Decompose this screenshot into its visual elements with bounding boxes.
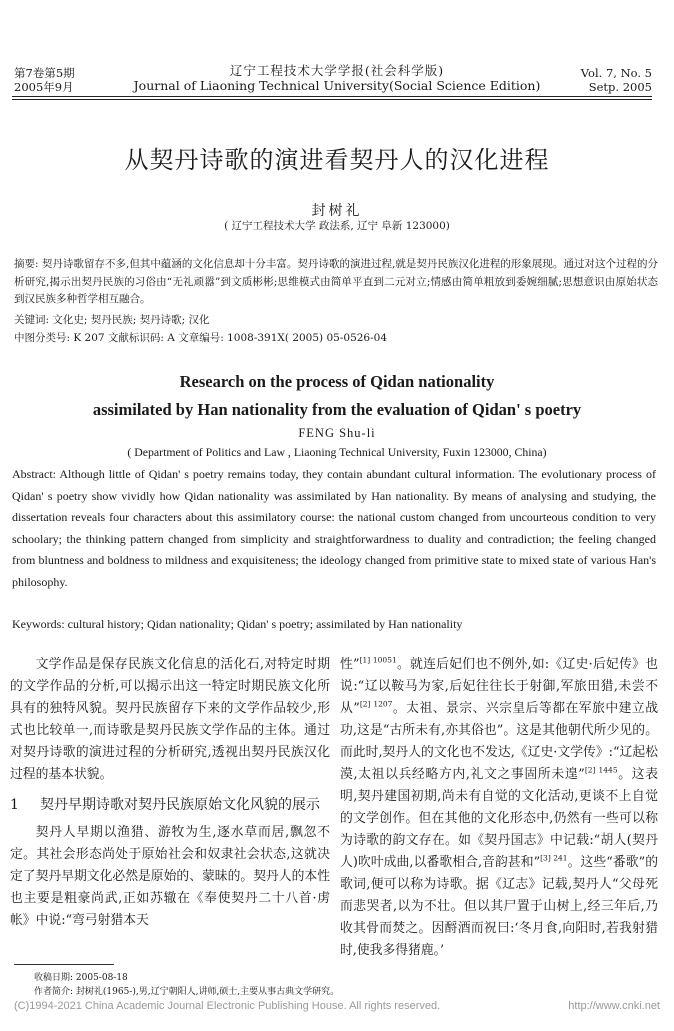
affiliation-zh: ( 辽宁工程技术大学 政法系, 辽宁 阜新 123000) xyxy=(224,220,450,232)
citation-ref: [2] 1445 xyxy=(584,765,618,775)
footnote-author-bio: 作者简介: 封树礼(1965-),男,辽宁朝阳人,讲师,硕士,主要从事古典文学研究。 xyxy=(34,987,340,997)
volume-en: Vol. 7, No. 5 xyxy=(580,66,652,80)
copyright-watermark: (C)1994-2021 China Academic Journal Electronic Publishing House. All rights reserved. xyxy=(14,1000,441,1012)
issue-zh: 第7卷第5期 xyxy=(14,66,75,80)
body-text: 。太祖、景宗、兴宗皇后等都在军旅中建立战功,这是“古所未有,亦其俗也”。这是其他朝代所少见的。而此时,契丹人的文化也不发达,《辽史·文学传》:“辽起松漠,太祖以兵经略方内,礼文之事固所未遑” xyxy=(340,701,658,782)
section-number: 1 xyxy=(10,797,19,813)
abstract-en xyxy=(12,464,656,593)
keywords-zh-label: 关键词: xyxy=(14,314,50,326)
cnki-url-watermark: http://www.cnki.net xyxy=(568,1000,660,1012)
body-left-column xyxy=(10,654,330,932)
author-zh: 封树礼 xyxy=(311,203,363,219)
journal-title-zh: 辽宁工程技术大学学报(社会科学版) xyxy=(229,63,445,78)
abstract-zh-text: 契丹诗歌留存不多,但其中蕴涵的文化信息却十分丰富。契丹诗歌的演进过程,就是契丹民族汉化进程的形象展现。通过对这个过程的分析研究,揭示出契丹民族的习俗由“无礼顽嚣”到文质彬彬;思维模式由简单平直到二元对立;情感由简单粗放到委婉细腻;思想意识由原始状态到汉民族多种哲学相互融合。 xyxy=(14,258,658,305)
keywords-en xyxy=(12,614,656,636)
body-text: 性” xyxy=(340,657,360,672)
body-text: 。就连后妃们也不例外,如:《辽史·后妃传》也说:“辽以鞍马为家,后妃往往长于射御,军旅田猎,未尝不从” xyxy=(340,657,658,716)
body-right-column xyxy=(340,654,658,962)
author-en: FENG Shu-li xyxy=(298,426,376,440)
body-text: 。这表明,契丹建国初期,尚未有自觉的文化活动,更谈不上自觉的文学创作。但在其他的文化形态中,仍然有一些可以称为诗歌的韵文存在。如《契丹国志》中记载:“胡人(契丹人)吹叶成曲,以番歌相合,音韵甚和” xyxy=(340,767,658,870)
affiliation-en: ( Department of Politics and Law , Liaoning Technical University, Fuxin 123000, China) xyxy=(127,445,547,459)
date-zh: 2005年9月 xyxy=(14,80,74,94)
keywords-zh xyxy=(14,312,658,330)
keywords-zh-text: 文化史; 契丹民族; 契丹诗歌; 汉化 xyxy=(52,314,210,326)
classification-zh: 中图分类号: K 207 文献标识码: A 文章编号: 1008-391X( 2005) 05-0526-04 xyxy=(14,332,388,344)
abstract-en-label: Abstract: xyxy=(12,467,56,481)
section-title: 契丹早期诗歌对契丹民族原始文化风貌的展示 xyxy=(40,797,320,813)
body-paragraph: 契丹人早期以渔猎、游牧为生,逐水草而居,飘忽不定。其社会形态尚处于原始社会和奴隶社会状态,这就决定了契丹早期文化必然是原始的、蒙昧的。契丹人的本性也主要是粗豪尚武,正如苏辙在《奉使契丹二十八首·虏帐》中说:“弯弓射猎本天 xyxy=(10,825,330,928)
journal-title-en: Journal of Liaoning Technical University(Social Science Edition) xyxy=(133,78,541,93)
paper-title-en-line2: assimilated by Han nationality from the evaluation of Qidan' s poetry xyxy=(92,400,582,419)
header-rule-2 xyxy=(12,99,652,100)
keywords-en-label: Keywords: xyxy=(12,617,65,631)
footnote-rule xyxy=(14,964,114,965)
keywords-en-text: cultural history; Qidan nationality; Qidan' s poetry; assimilated by Han nationality xyxy=(67,617,463,631)
citation-ref: [1] 10051 xyxy=(359,655,397,665)
citation-ref: [3] 241 xyxy=(540,853,568,863)
abstract-zh xyxy=(14,256,658,309)
body-paragraph: 文学作品是保存民族文化信息的活化石,对特定时期的文学作品的分析,可以揭示出这一特定时期民族文化所具有的独特风貌。契丹民族留存下来的文学作品较少,形式也比较单一,而诗歌是契丹民族文学作品的主体。通过对契丹诗歌的演进过程的分析研究,透视出契丹民族汉化过程的基本状貌。 xyxy=(10,657,330,782)
header-rule xyxy=(12,96,652,97)
footnote-received: 收稿日期: 2005-08-18 xyxy=(34,973,128,983)
body-paragraph xyxy=(340,654,658,962)
section-heading xyxy=(10,794,330,816)
citation-ref: [2] 1207 xyxy=(359,699,393,709)
paper-title-zh: 从契丹诗歌的演进看契丹人的汉化进程 xyxy=(124,146,550,174)
body-text: 。这些“番歌”的歌词,便可以称为诗歌。据《辽志》记载,契丹人“父母死而悲哭者,以为不壮。但以其尸置于山树上,经三年后,乃收其骨而焚之。因酹酒而祝曰:‘冬月食,向阳时,若我射猎时,使我多得猪鹿。’ xyxy=(340,855,659,958)
abstract-zh-label: 摘要: xyxy=(14,258,39,270)
paper-title-en-line1: Research on the process of Qidan nationality xyxy=(179,372,495,391)
date-en: Setp. 2005 xyxy=(588,80,652,94)
abstract-en-text: Although little of Qidan' s poetry remains today, they contain abundant cultural information. The evolutionary process of Qidan' s poetry show vividly how Qidan nationality was assimilated by Han nationality. By means of analysing and studying, the dissertation reveals four characters about this assimilatory course: the national custom changed from uncourteous condition to very schoolary; the thinking pattern changed from simplicity and straightforwardness to duality and contradiction; the feeling changed from bluntness and boldness to mildness and exquisiteness; the ideology changed from primitive state to mixed state of various Han's philosophy. xyxy=(12,467,656,589)
